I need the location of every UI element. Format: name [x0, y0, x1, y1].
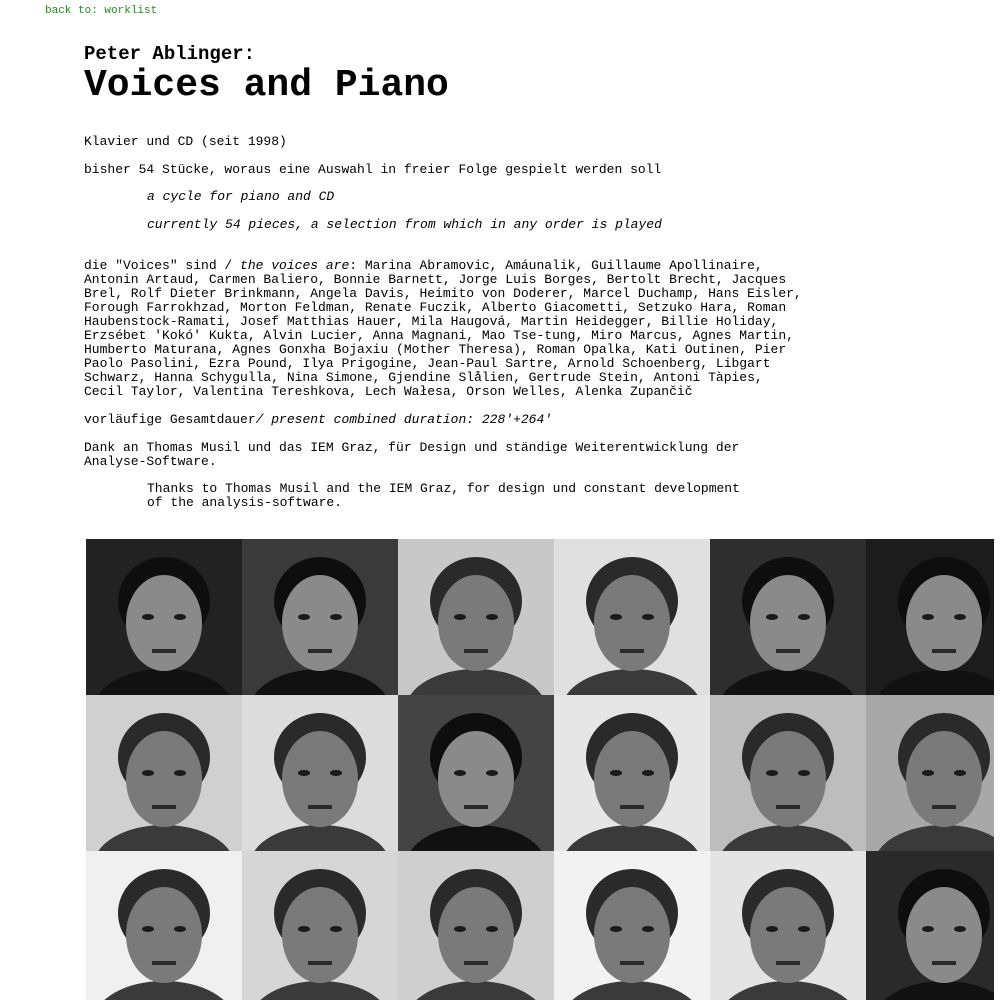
voices-names: : Marina Abramovic, Amáunalik, Guillaume Apollinaire, Antonin Artaud, Carmen Baliero, Bonnie Barnett, Jorge Luis Borges, Bertolt Brecht, Jacques Brel, Rolf Dieter Brinkmann, Angela Davis, Heimito von Doderer, Marcel Duchamp, Hans Eisler, Forough Farrokhzad, Morton Feldman, Renate Fuczik, Alberto Giacometti, Setzuko Hara, Roman Haubenstock-Ramati, Josef Matthias Hauer, Mila Haugová, Martin Heidegger, Billie Holiday, Erzsébet 'Kokó' Kukta, Alvin Lucier, Anna Magnani, Mao Tse-tung, Miro Marcus, Agnes Martin, Humberto Maturana, Agnes Gonxha Bojaxiu (Mother Theresa), Roman Opalka, Kati Outinen, Pier Paolo Pasolini, Ezra Pound, Ilya Prigogine, Jean-Paul Sartre, Arnold Schoenberg, Libgart Schwarz, Hanna Schygulla, Nina Simone, Gjendine Slålien, Gertrude Stein, Antoni Tàpies, Cecil Taylor, Valentina Tereshkova, Lech Wałesa, Orson Welles, Alenka Zupančič [84, 258, 802, 399]
portrait-photo [242, 539, 398, 695]
portrait-photo [86, 539, 242, 695]
portrait-9 [398, 695, 554, 851]
voices-list [84, 259, 804, 399]
portrait-13 [86, 851, 242, 1000]
voices-prefix: die "Voices" sind / [84, 258, 241, 273]
portrait-photo [866, 539, 994, 695]
portrait-3 [398, 539, 554, 695]
composer-name: Peter Ablinger: [84, 43, 256, 65]
portrait-11 [710, 695, 866, 851]
duration-text [84, 413, 552, 427]
thanks-de: Dank an Thomas Musil und das IEM Graz, für Design und ständige Weiterentwicklung der Analyse-Software. [84, 440, 740, 469]
portrait-photo [866, 851, 994, 1000]
pieces-description-en: currently 54 pieces, a selection from which in any order is played [147, 217, 662, 232]
portrait-photo [554, 695, 710, 851]
portrait-4 [554, 539, 710, 695]
portrait-6 [866, 539, 994, 695]
portrait-photo [242, 851, 398, 1000]
portrait-photo [398, 851, 554, 1000]
duration-de: vorläufige Gesamtdauer [84, 412, 256, 427]
page-title: Voices and Piano [84, 64, 449, 107]
portrait-grid [86, 539, 994, 1000]
portrait-1 [86, 539, 242, 695]
portrait-10 [554, 695, 710, 851]
portrait-17 [710, 851, 866, 1000]
portrait-5 [710, 539, 866, 695]
portrait-photo [398, 539, 554, 695]
pieces-description-de: bisher 54 Stücke, woraus eine Auswahl in freier Folge gespielt werden soll [84, 162, 662, 177]
instrumentation-text: Klavier und CD (seit 1998) [84, 134, 287, 149]
portrait-2 [242, 539, 398, 695]
portrait-photo [398, 695, 554, 851]
cycle-description-en: a cycle for piano and CD [147, 189, 335, 204]
voices-prefix-en: the voices are [240, 258, 350, 273]
portrait-photo [710, 851, 866, 1000]
portrait-photo [554, 851, 710, 1000]
portrait-photo [554, 539, 710, 695]
portrait-photo [866, 695, 994, 851]
portrait-7 [86, 695, 242, 851]
portrait-14 [242, 851, 398, 1000]
portrait-photo [710, 539, 866, 695]
back-to-worklist-link[interactable]: back to: worklist [45, 5, 158, 17]
portrait-16 [554, 851, 710, 1000]
portrait-8 [242, 695, 398, 851]
portrait-12 [866, 695, 994, 851]
portrait-photo [86, 695, 242, 851]
portrait-15 [398, 851, 554, 1000]
main-content [84, 42, 804, 510]
thanks-en: Thanks to Thomas Musil and the IEM Graz, for design und constant development of the analysis-software. [147, 481, 740, 510]
portrait-photo [86, 851, 242, 1000]
portrait-18 [866, 851, 994, 1000]
portrait-photo [710, 695, 866, 851]
portrait-photo [242, 695, 398, 851]
duration-en: / present combined duration: 228'+264' [255, 412, 553, 427]
